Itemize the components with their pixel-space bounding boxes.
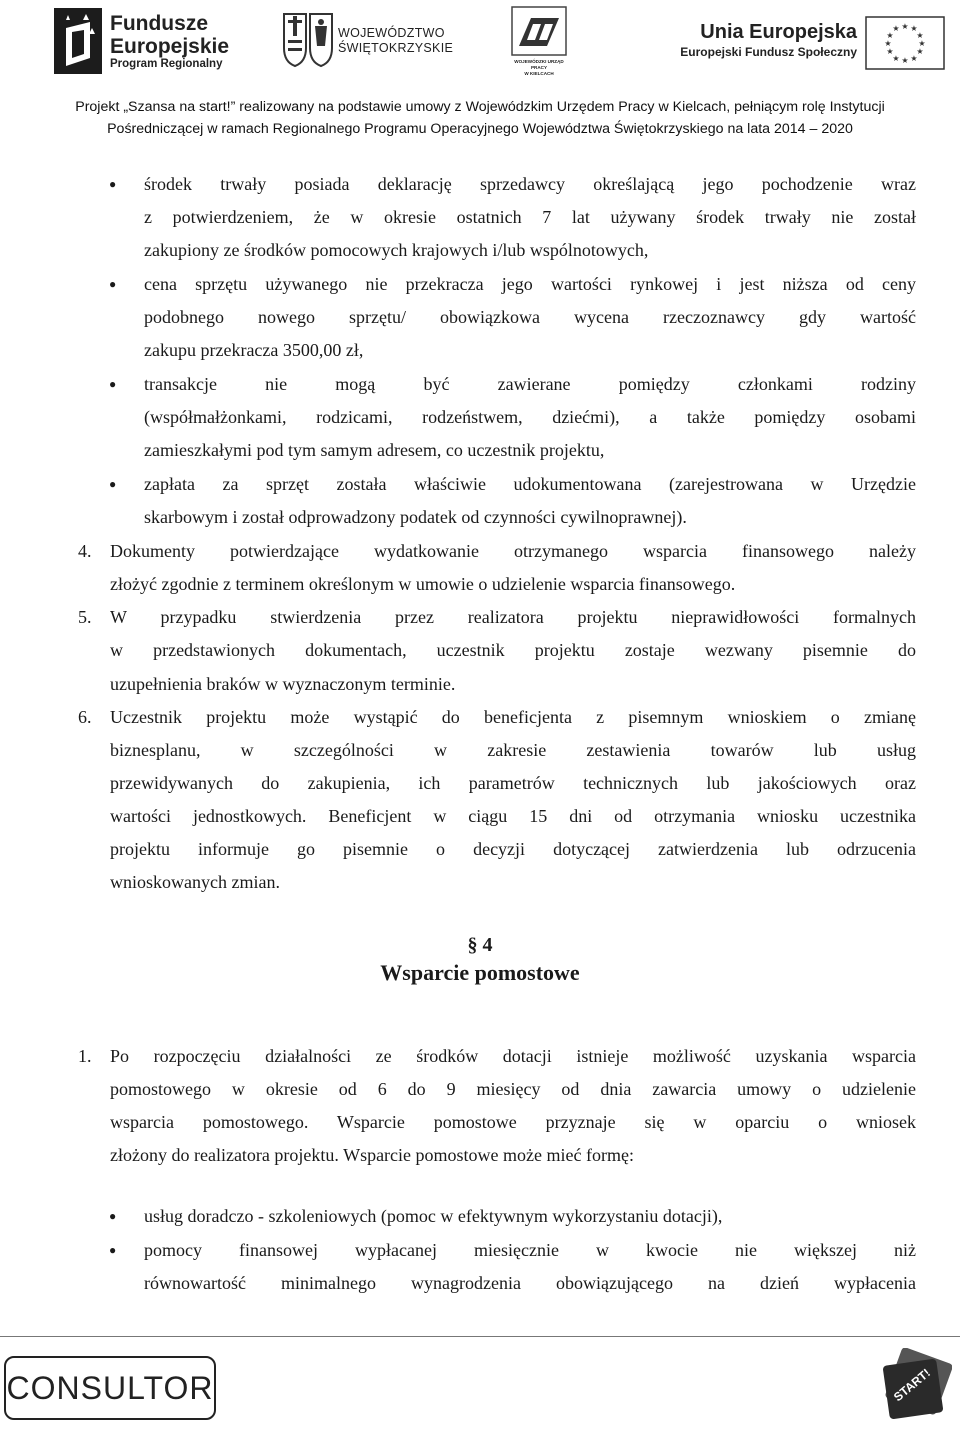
- text-line: złożony do realizatora projektu. Wsparcie pomostowe może mieć formę:: [110, 1145, 634, 1165]
- svg-text:★: ★: [918, 39, 926, 48]
- wojewodztwo-line1: WOJEWÓDZTWO: [338, 26, 445, 40]
- text-line: Dokumenty potwierdzające wydatkowanie otrzymanego wsparcia finansowego należy: [110, 541, 916, 561]
- list-number: 6.: [78, 707, 92, 727]
- fundusze-europejskie-logo: [52, 4, 252, 84]
- project-info-line1: Projekt „Szansa na start!” realizowany na podstawie umowy z Wojewódzkim Urzędem Pracy w Kielcach, pełniącym rolę Instytucji: [75, 99, 885, 115]
- text-line: zakupiony ze środków pomocowych krajowych i/lub wspólnotowych,: [144, 240, 649, 260]
- text-line: przewidywanych do zakupienia, ich parametrów technicznych lub jakościowych oraz: [110, 773, 916, 793]
- text-line: pomocy finansowej wypłacanej miesięcznie w kwocie nie większej niż: [144, 1240, 916, 1260]
- header-logos: [0, 0, 960, 92]
- text-line: wnioskowanych zmian.: [110, 872, 280, 892]
- bullet-icon: ●: [109, 277, 117, 291]
- fe-line2: Europejskie: [110, 35, 230, 58]
- project-info: [10, 96, 950, 140]
- text-line: złożyć zgodnie z terminem określonym w umowie o udzielenie wsparcia finansowego.: [110, 574, 736, 594]
- text-line: wsparcia pomostowego. Wsparcie pomostowe przyznaje się w oparciu o wniosek: [110, 1112, 916, 1132]
- bullet-icon: ●: [109, 1243, 117, 1257]
- wup-emblem-icon: [511, 6, 567, 56]
- svg-text:★: ★: [884, 39, 892, 48]
- fe-line3: Program Regionalny: [110, 58, 223, 70]
- fe-line1: Fundusze: [110, 12, 208, 35]
- text-line: (współmałżonkami, rodzicami, rodzeństwem, dziećmi), a także pomiędzy osobami: [144, 407, 916, 427]
- unia-europejska-logo: [655, 16, 945, 76]
- wup-logo: [507, 6, 587, 86]
- text-line: w przedstawionych dokumentach, uczestnik projektu zostaje wezwany pisemnie do: [110, 640, 916, 660]
- svg-text:★: ★: [886, 47, 894, 56]
- text-line: biznesplanu, w szczególności w zakresie zestawienia towarów lub usług: [110, 740, 916, 760]
- start-badge-text: START!: [890, 1365, 934, 1405]
- section-title: Wsparcie pomostowe: [380, 960, 580, 985]
- text-line: skarbowym i został odprowadzony podatek od czynności cywilnoprawnej).: [144, 507, 687, 527]
- wojewodztwo-logo: [282, 10, 452, 80]
- text-line: zakupu przekracza 3500,00 zł,: [144, 340, 364, 360]
- svg-text:★: ★: [901, 22, 909, 31]
- text-line: podobnego nowego sprzętu/ obowiązkowa wycena rzeczoznawcy gdy wartość: [144, 307, 916, 327]
- bullet-icon: ●: [109, 1209, 117, 1223]
- consultor-logo-text: CONSULTOR: [6, 1370, 214, 1406]
- fe-emblem-icon: [52, 8, 104, 74]
- svg-text:★: ★: [886, 31, 894, 40]
- text-line: z potwierdzeniem, że w okresie ostatnich 7 lat używany środek trwały nie został: [144, 207, 916, 227]
- text-line: W przypadku stwierdzenia przez realizatora projektu nieprawidłowości formalnych: [110, 607, 916, 627]
- svg-text:★: ★: [901, 56, 909, 65]
- wojewodztwo-line2: ŚWIĘTOKRZYSKIE: [338, 41, 454, 55]
- footer-divider: [0, 1336, 960, 1337]
- svg-text:★: ★: [916, 47, 924, 56]
- text-line: projektu informuje go pisemnie o decyzji dotyczącej zatwierdzenia lub odrzucenia: [110, 839, 916, 859]
- text-line: równowartość minimalnego wynagrodzenia obowiązującego na dzień wypłacenia: [144, 1273, 916, 1293]
- start-logo: [872, 1348, 952, 1428]
- svg-text:★: ★: [910, 54, 918, 63]
- text-line: uzupełnienia braków w wyznaczonym terminie.: [110, 674, 456, 694]
- list-number: 4.: [78, 541, 92, 561]
- ue-line1: Unia Europejska: [700, 21, 857, 43]
- text-line: Uczestnik projektu może wystąpić do beneficjenta z pisemnym wnioskiem o zmianę: [110, 707, 916, 727]
- text-line: zapłata za sprzęt została właściwie udokumentowana (zarejestrowana w Urzędzie: [144, 474, 916, 494]
- bullet-icon: ●: [109, 377, 117, 391]
- eu-flag-icon: [865, 16, 945, 70]
- bullet-icon: ●: [109, 477, 117, 491]
- svg-text:★: ★: [910, 24, 918, 33]
- svg-text:★: ★: [892, 54, 900, 63]
- list-number: 5.: [78, 607, 92, 627]
- bullet-icon: ●: [109, 177, 117, 191]
- text-line: cena sprzętu używanego nie przekracza jego wartości rynkowej i jest niższa od ceny: [144, 274, 916, 294]
- text-line: usług doradczo - szkoleniowych (pomoc w efektywnym wykorzystaniu dotacji),: [144, 1206, 723, 1226]
- text-line: środek trwały posiada deklarację sprzedawcy określającą jego pochodzenie wraz: [144, 174, 916, 194]
- wup-line2: W KIELCACH: [524, 71, 554, 76]
- svg-text:★: ★: [916, 31, 924, 40]
- project-info-line2: Pośredniczącej w ramach Regionalnego Programu Operacyjnego Województwa Świętokrzyskiego na lata 2014 – 2020: [107, 121, 853, 137]
- consultor-logo: [4, 1356, 216, 1420]
- list-number: 1.: [78, 1046, 92, 1066]
- text-line: wartości jednostkowych. Beneficjent w ciągu 15 dni od otrzymania wniosku uczestnika: [110, 806, 916, 826]
- text-line: zamieszkałymi pod tym samym adresem, co uczestnik projektu,: [144, 440, 605, 460]
- coat-of-arms-icon: [282, 12, 334, 68]
- svg-text:★: ★: [892, 24, 900, 33]
- text-line: transakcje nie mogą być zawierane pomiędzy członkami rodziny: [144, 374, 916, 394]
- ue-line2: Europejski Fundusz Społeczny: [680, 45, 857, 59]
- text-line: Po rozpoczęciu działalności ze środków dotacji istnieje możliwość uzyskania wsparcia: [110, 1046, 916, 1066]
- section-number: § 4: [467, 934, 493, 956]
- wup-line1: WOJEWÓDZKI URZĄD PRACY: [514, 59, 564, 70]
- text-line: pomostowego w okresie od 6 do 9 miesięcy od dnia zawarcia umowy o udzielenie: [110, 1079, 916, 1099]
